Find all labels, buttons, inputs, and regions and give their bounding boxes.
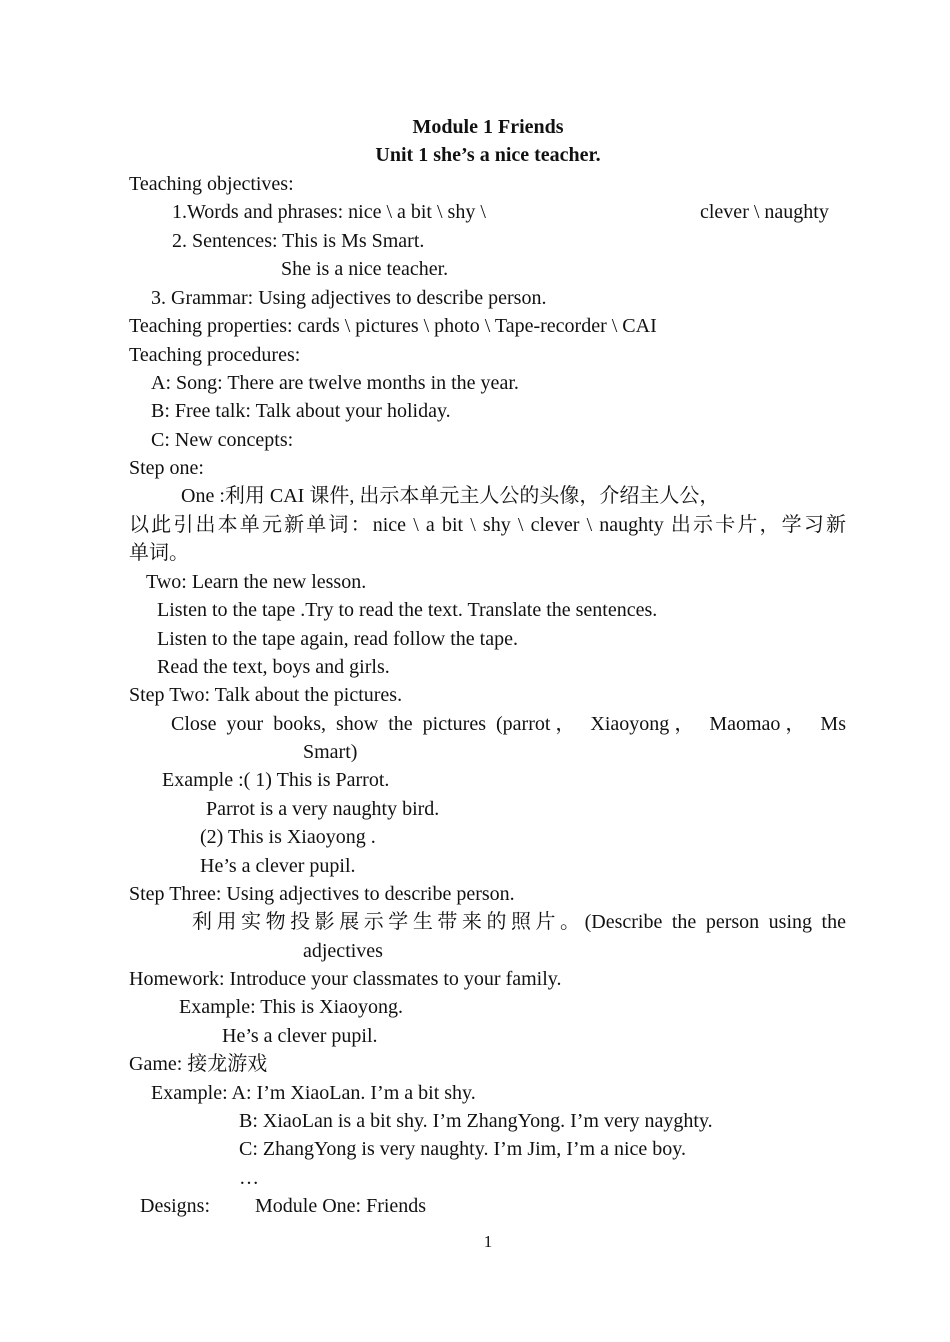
step-three-heading: Step Three: Using adjectives to describe person.	[129, 883, 515, 905]
example-1: Example :( 1) This is Parrot.	[162, 769, 390, 791]
step-two-line-1: Close your books, show the pictures (parrot， Xiaoyong， Maomao， Ms	[171, 713, 846, 735]
homework-heading: Homework: Introduce your classmates to your family.	[129, 968, 562, 990]
document-title: Module 1 Friends	[412, 116, 564, 138]
example-1-cont: Parrot is a very naughty bird.	[206, 798, 440, 820]
objective-words: 1.Words and phrases: nice \ a bit \ shy \	[172, 201, 486, 223]
example-2: (2) This is Xiaoyong .	[200, 826, 376, 848]
procedure-c: C: New concepts:	[151, 429, 294, 451]
game-example-b: B: XiaoLan is a bit shy. I’m ZhangYong. I’m very nayghty.	[239, 1110, 713, 1132]
step-three-line-2: adjectives	[303, 940, 383, 962]
step-one-line-2: 以此引出本单元新单词：nice \ a bit \ shy \ clever \ naughty 出示卡片，学习新	[129, 514, 846, 536]
objective-sentences: 2. Sentences: This is Ms Smart.	[172, 230, 425, 252]
procedure-b: B: Free talk: Talk about your holiday.	[151, 400, 451, 422]
two-item-1: Listen to the tape .Try to read the text. Translate the sentences.	[157, 599, 658, 621]
designs-value: Module One: Friends	[255, 1195, 427, 1217]
game-example-a: Example: A: I’m XiaoLan. I’m a bit shy.	[151, 1082, 476, 1104]
two-heading: Two: Learn the new lesson.	[146, 571, 367, 593]
example-2-cont: He’s a clever pupil.	[200, 855, 356, 877]
objective-sentences-cont: She is a nice teacher.	[281, 258, 449, 280]
page-number: 1	[483, 1232, 493, 1251]
step-one-line-1: One :利用 CAI 课件, 出示本单元主人公的头像，介绍主人公，	[181, 485, 720, 507]
step-one-heading: Step one:	[129, 457, 204, 479]
game-heading: Game: 接龙游戏	[129, 1053, 268, 1075]
objectives-heading: Teaching objectives:	[129, 173, 294, 195]
document-subtitle: Unit 1 she’s a nice teacher.	[375, 144, 601, 166]
objective-words-cont: clever \ naughty	[700, 201, 829, 223]
game-example-c: C: ZhangYong is very naughty. I’m Jim, I’m a nice boy.	[239, 1138, 686, 1160]
teaching-properties: Teaching properties: cards \ pictures \ photo \ Tape-recorder \ CAI	[129, 315, 657, 337]
step-two-heading: Step Two: Talk about the pictures.	[129, 684, 403, 706]
game-example-ellipsis: …	[239, 1167, 259, 1189]
procedure-a: A: Song: There are twelve months in the year.	[151, 372, 519, 394]
objective-grammar: 3. Grammar: Using adjectives to describe person.	[151, 287, 547, 309]
step-three-line-1: 利用实物投影展示学生带来的照片。(Describe the person using the	[192, 911, 846, 933]
procedures-heading: Teaching procedures:	[129, 344, 301, 366]
two-item-2: Listen to the tape again, read follow the tape.	[157, 628, 518, 650]
step-two-line-2: Smart)	[303, 741, 358, 763]
step-one-line-3: 单词。	[129, 542, 189, 564]
homework-example-cont: He’s a clever pupil.	[222, 1025, 378, 1047]
homework-example: Example: This is Xiaoyong.	[179, 996, 404, 1018]
designs-label: Designs:	[140, 1195, 210, 1217]
two-item-3: Read the text, boys and girls.	[157, 656, 390, 678]
